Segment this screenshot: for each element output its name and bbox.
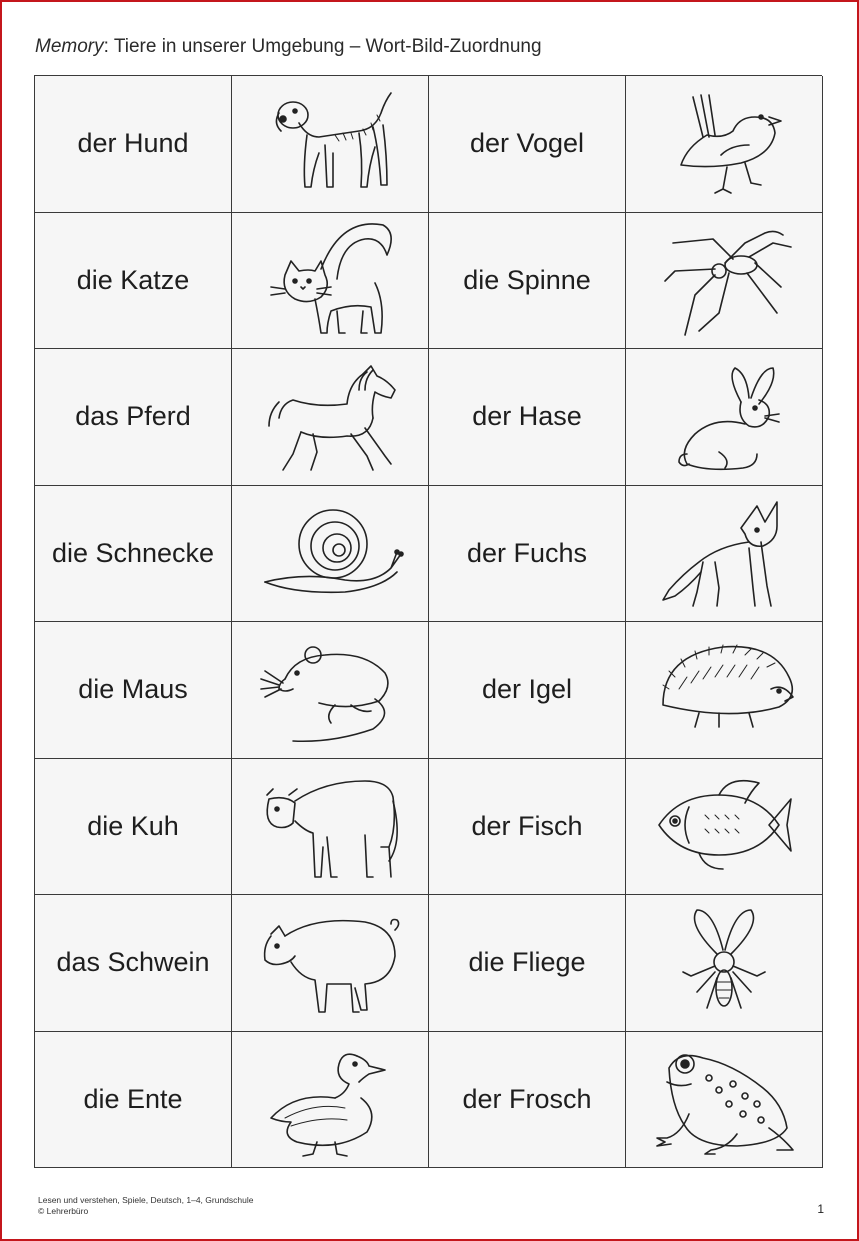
word-card[interactable] xyxy=(35,213,232,350)
card-word: die Schnecke xyxy=(51,537,215,568)
fox-icon xyxy=(649,492,799,614)
word-card[interactable] xyxy=(429,1032,626,1169)
word-card[interactable] xyxy=(429,213,626,350)
word-card[interactable] xyxy=(429,486,626,623)
page-number: 1 xyxy=(817,1202,824,1216)
hedgehog-icon xyxy=(649,629,799,751)
card-word: der Hase xyxy=(472,401,582,432)
picture-card[interactable] xyxy=(232,349,429,486)
card-word: der Vogel xyxy=(469,128,585,159)
picture-card[interactable] xyxy=(626,895,823,1032)
pig-icon xyxy=(255,902,405,1024)
picture-card[interactable] xyxy=(626,76,823,213)
word-card[interactable] xyxy=(429,349,626,486)
card-word: das Schwein xyxy=(56,947,210,978)
dog-icon xyxy=(255,83,405,205)
card-word: das Pferd xyxy=(75,401,191,432)
rabbit-icon xyxy=(649,356,799,478)
horse-icon xyxy=(255,356,405,478)
footer-credits xyxy=(38,1195,253,1217)
duck-icon xyxy=(255,1038,405,1160)
cat-icon xyxy=(255,219,405,341)
spider-icon xyxy=(649,219,799,341)
card-word: der Hund xyxy=(77,128,189,159)
card-word: die Ente xyxy=(83,1083,183,1114)
picture-card[interactable] xyxy=(232,759,429,896)
word-card[interactable] xyxy=(35,349,232,486)
picture-card[interactable] xyxy=(626,349,823,486)
card-word: die Spinne xyxy=(463,264,591,295)
card-word: die Kuh xyxy=(87,810,179,841)
word-card[interactable] xyxy=(35,622,232,759)
card-word: die Maus xyxy=(78,674,188,705)
word-card[interactable] xyxy=(35,1032,232,1169)
picture-card[interactable] xyxy=(232,1032,429,1169)
footer-line-copyright: © Lehrerbüro xyxy=(38,1206,89,1216)
picture-card[interactable] xyxy=(232,895,429,1032)
word-card[interactable] xyxy=(429,622,626,759)
frog-icon xyxy=(649,1038,799,1160)
fly-icon xyxy=(649,902,799,1024)
cow-icon xyxy=(255,765,405,887)
word-card[interactable] xyxy=(35,486,232,623)
picture-card[interactable] xyxy=(626,622,823,759)
mouse-icon xyxy=(255,629,405,751)
word-card[interactable] xyxy=(429,76,626,213)
card-word: der Fuchs xyxy=(466,537,588,568)
picture-card[interactable] xyxy=(232,622,429,759)
title-italic: Memory xyxy=(35,36,104,57)
title-rest: : Tiere in unserer Umgebung – Wort-Bild-Zuordnung xyxy=(103,36,542,57)
card-word: die Katze xyxy=(76,264,190,295)
picture-card[interactable] xyxy=(232,486,429,623)
word-card[interactable] xyxy=(429,759,626,896)
memory-card-grid xyxy=(34,75,822,1168)
word-card[interactable] xyxy=(429,895,626,1032)
bird-icon xyxy=(649,83,799,205)
fish-icon xyxy=(649,765,799,887)
picture-card[interactable] xyxy=(626,213,823,350)
word-card[interactable] xyxy=(35,76,232,213)
picture-card[interactable] xyxy=(232,76,429,213)
page-title xyxy=(35,36,542,58)
picture-card[interactable] xyxy=(626,759,823,896)
snail-icon xyxy=(255,492,405,614)
card-word: die Fliege xyxy=(468,947,586,978)
picture-card[interactable] xyxy=(232,213,429,350)
word-card[interactable] xyxy=(35,895,232,1032)
footer-line-series: Lesen und verstehen, Spiele, Deutsch, 1–4, Grundschule xyxy=(38,1195,254,1205)
word-card[interactable] xyxy=(35,759,232,896)
picture-card[interactable] xyxy=(626,486,823,623)
card-word: der Igel xyxy=(481,674,573,705)
picture-card[interactable] xyxy=(626,1032,823,1169)
card-word: der Fisch xyxy=(471,810,583,841)
card-word: der Frosch xyxy=(462,1083,592,1114)
